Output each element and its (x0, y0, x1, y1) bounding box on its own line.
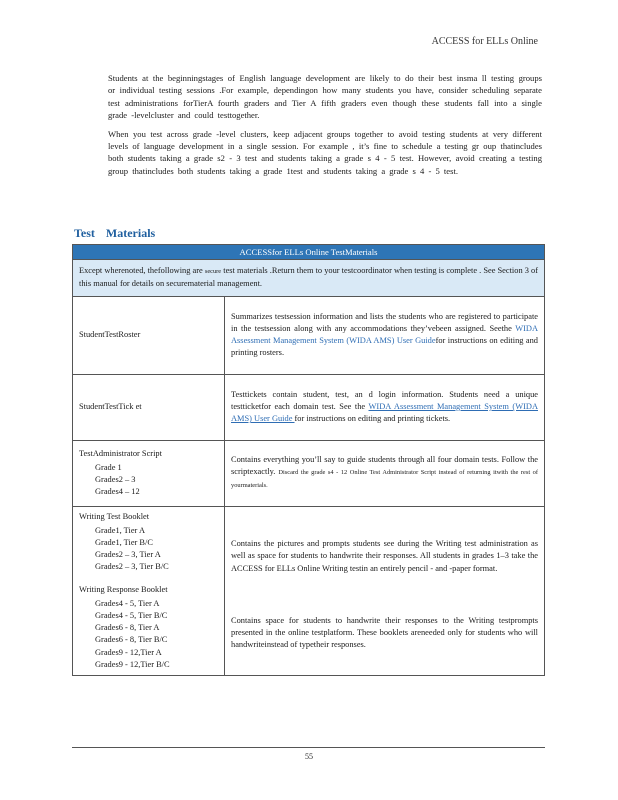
response-booklet-desc: Contains space for students to handwrite their responses to the Writing testprompts presented in the online testplatform. These booklets areneeded only for students who will handwriteinstead of typetheir responses. (231, 615, 538, 650)
bullet-list (88, 72, 542, 183)
script-discard-note: Discard the grade s4 - 12 Online Test Administrator Script instead of returning itwith the rest of yourmaterials. (231, 469, 538, 490)
bullet-glyph (79, 634, 95, 646)
writing-desc-cell (225, 506, 545, 675)
response-item: Grades6 - 8, Tier B/C (95, 635, 168, 645)
running-header: ACCESS for ELLs Online (431, 36, 538, 47)
page-number: 55 (305, 752, 313, 761)
bullet-glyph (79, 474, 95, 486)
booklet-item: Grade1, Tier A (95, 525, 146, 535)
response-item: Grades6 - 8, Tier A (95, 623, 160, 633)
list-item (79, 647, 218, 659)
ticket-desc-text-b: for instructions on editing and printing tickets. (294, 414, 451, 424)
ticket-desc (225, 374, 545, 440)
response-item: Grades4 - 5, Tier B/C (95, 611, 168, 621)
list-item (79, 525, 218, 537)
table-intro (73, 260, 545, 296)
table-row (73, 440, 545, 506)
roster-desc-text: Summarizes testsession information and lists the students who are registered to participate in the testsession along with any accommodations they’vebeen assigned. Seethe (231, 311, 538, 333)
response-item: Grades9 - 12,Tier B/C (95, 659, 170, 669)
bullet-glyph (79, 610, 95, 622)
script-item: Grades4 – 12 (95, 487, 140, 497)
table-row (73, 374, 545, 440)
bullet-glyph (79, 486, 95, 498)
list-item (79, 537, 218, 549)
script-item: Grade 1 (95, 462, 122, 472)
roster-desc (225, 296, 545, 374)
footer-rule (72, 747, 545, 748)
bullet-glyph (79, 525, 95, 537)
booklet-item: Grades2 – 3, Tier A (95, 550, 161, 560)
bullet-glyph (79, 622, 95, 634)
section-title: Test Materials (74, 226, 156, 240)
intro-text-b: test materials .Return them to your testcoordinator when testing is complete . See Section 3 of this manual for details on securematerial management. (79, 266, 538, 289)
bullet-glyph (79, 462, 95, 474)
table-header: ACCESSfor ELLs Online TestMaterials (73, 245, 545, 260)
ticket-name: StudentTestTick et (73, 374, 225, 440)
list-item (79, 634, 218, 646)
roster-desc-text-b: for instructions on editing and printing rosters. (231, 336, 538, 358)
intro-text-a: Except wherenoted, thefollowing are (79, 266, 205, 276)
bullet-glyph (88, 72, 108, 122)
script-desc-text: Contains everything you’ll say to guide students through all four domain tests. Follow the scriptexactly. (231, 454, 538, 476)
script-item: Grades2 – 3 (95, 475, 136, 485)
ticket-desc-text: Testtickets contain student, test, an d login information. Students need a unique testticketfor each domain test. See the (231, 389, 538, 411)
script-cell (73, 440, 225, 506)
bullet-text: Students at the beginningstages of English language development are likely to do their best insma ll testing groups or individual testing sessions .For example, dependingon how many students you have, consider scheduling separate test administrations forTierA fourth graders and Tier A fifth graders even though these students fall into a single grade -levelcluster and could testtogether. (108, 73, 542, 121)
list-item (79, 610, 218, 622)
list-item (79, 462, 218, 474)
bullet-glyph (79, 659, 95, 671)
script-desc (225, 440, 545, 506)
bullet-glyph (79, 549, 95, 561)
intro-secure: secure (204, 268, 222, 276)
bullet-glyph (79, 598, 95, 610)
roster-name: StudentTestRoster (73, 296, 225, 374)
table-row (73, 296, 545, 374)
list-item (88, 72, 542, 122)
list-item (79, 659, 218, 671)
bullet-glyph (79, 537, 95, 549)
script-name: TestAdministrator Script (79, 448, 162, 458)
bullet-glyph (79, 647, 95, 659)
writing-booklet-desc: Contains the pictures and prompts students see during the Writing test administration as well as space for students to handwrite their responses. All students in grades 1–3 take the ACCESS for ELLs Online Writing testin an entirely pencil - and -paper format. (231, 539, 538, 573)
booklet-item: Grade1, Tier B/C (95, 538, 153, 548)
writing-booklet-name: Writing Test Booklet (79, 511, 150, 521)
wams-guide-link[interactable]: WIDA Assessment Management System (WIDA AMS) User Guide (231, 402, 538, 424)
bullet-text: When you test across grade -level clusters, keep adjacent groups together to avoid testing students at very different levels of language development in a single session. For example , it’s fine to schedule a testing gr oup thatincludes both students taking a grade s2 - 3 test and students taking a grade s 4 - 5 test. However, avoid creating a testing group thatincludes both students taking a grade 1test and students taking a grade s 4 - 5 test. (108, 128, 542, 176)
response-booklet-name: Writing Response Booklet (79, 584, 168, 594)
writing-cell (73, 506, 225, 675)
list-item (79, 549, 218, 561)
list-item (79, 474, 218, 486)
list-item (88, 128, 542, 178)
list-item (79, 598, 218, 610)
booklet-item: Grades2 – 3, Tier B/C (95, 562, 169, 572)
wams-guide-link[interactable]: WIDA Assessment Management System (WIDA AMS) User Guide (231, 323, 538, 346)
table-row (73, 506, 545, 675)
list-item (79, 622, 218, 634)
bullet-glyph (88, 128, 108, 178)
bullet-glyph (79, 561, 95, 573)
response-item: Grades4 - 5, Tier A (95, 598, 160, 608)
list-item (79, 561, 218, 573)
list-item (79, 486, 218, 498)
test-materials-table (72, 244, 545, 676)
response-item: Grades9 - 12,Tier A (95, 647, 162, 657)
